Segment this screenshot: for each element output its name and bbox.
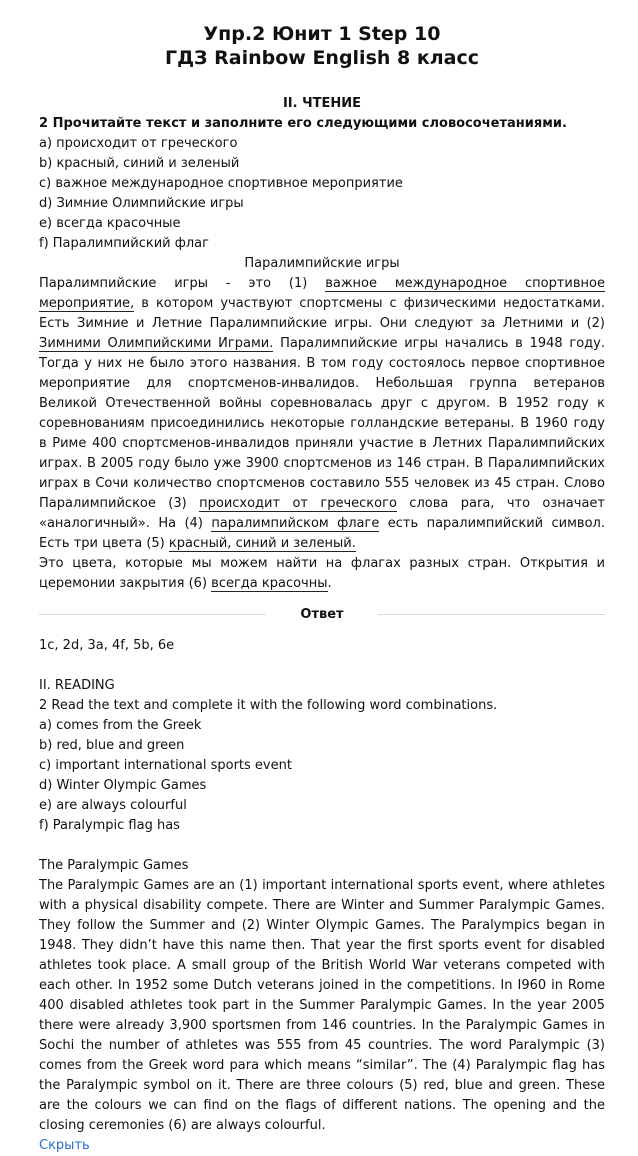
title-line-1: Упр.2 Юнит 1 Step 10	[203, 23, 441, 45]
ru-option: f) Паралимпийский флаг	[39, 236, 209, 251]
answer-divider	[39, 604, 605, 624]
page-title	[39, 0, 605, 70]
ru-answer-fill: Зимними Олимпийскими Играми.	[39, 336, 274, 351]
en-option: a) comes from the Greek	[39, 718, 202, 733]
ru-option: d) Зимние Олимпийские игры	[39, 196, 244, 211]
en-section-title: II. READING	[39, 678, 115, 693]
en-option: e) are always colourful	[39, 798, 187, 813]
en-option: d) Winter Olympic Games	[39, 778, 207, 793]
ru-text-part: Это цвета, которые мы можем найти на флагах разных стран. Открытия и церемонии закрытия (6)	[39, 556, 605, 591]
ru-answer-fill: важное международное спортивное мероприятие,	[39, 276, 605, 311]
ru-text-part: .	[327, 576, 332, 591]
en-option: c) important international sports event	[39, 758, 292, 773]
en-option: f) Paralympic flag has	[39, 818, 180, 833]
answer-keys: 1c, 2d, 3a, 4f, 5b, 6e	[39, 638, 175, 653]
ru-answer-fill: всегда красочны	[211, 576, 328, 591]
ru-text-part: слова para, что означает «аналогичный». На (4)	[39, 496, 605, 531]
ru-text-title: Паралимпийские игры	[244, 256, 400, 271]
ru-answer-fill: паралимпийском флаге	[211, 516, 380, 531]
title-line-2: ГДЗ Rainbow English 8 класс	[164, 47, 480, 69]
hide-link[interactable]: Скрыть	[39, 1138, 90, 1153]
en-paragraph: The Paralympic Games are an (1) important international sports event, where athletes with a physical disability compete. There are Winter and Summer Paralympic Games. They follow the Summer and (2) Winter Olympic Games. The Paralympics began in 1948. They didn’t have this name then. That year the first sports event for disabled athletes took place. A small group of the British World War veterans competed with each other. In 1952 some Dutch veterans joined in the competitions. In I960 in Rome 400 disabled athletes took part in the Summer Paralympic Games. In the year 2005 there were already 3,900 sportsmen from 146 countries. In the Paralympic Games in Sochi the number of athletes was 555 from 45 countries. The word Paralympic (3) comes from the Greek word para which means “similar”. The (4) Paralympic flag has the Paralympic symbol on it. There are three colours (5) red, blue and green. These are the colours we can find on the flags of different nations. The opening and the closing ceremonies (6) are always colourful.	[39, 878, 605, 1133]
ru-option: c) важное международное спортивное мероприятие	[39, 176, 403, 191]
en-options	[39, 716, 605, 836]
ru-section-title: II. ЧТЕНИЕ	[282, 96, 362, 111]
spacer	[39, 836, 605, 856]
en-task: 2 Read the text and complete it with the following word combinations.	[39, 698, 498, 713]
ru-text-part: Паралимпийские игры - это (1)	[39, 276, 326, 291]
ru-text-part: в котором участвуют спортсмены с физическими недостатками. Есть Зимние и Летние Паралимпийские игры. Они следуют за Летними и (2)	[39, 296, 605, 331]
en-text-title: The Paralympic Games	[39, 858, 189, 873]
ru-text-part: Паралимпийские игры начались в 1948 году. Тогда у них не было этого названия. В том году состоялось первое спортивное мероприятие для спортсменов-инвалидов. Небольшая группа ветеранов Великой Отечественной войны соревновалась друг с другом. В 1952 году к соревнованиям присоединились некоторые голландские ветераны. В 1960 году в Риме 400 спортсменов-инвалидов приняли участие в Летних Паралимпийских играх. В 2005 году было уже 3900 спортсменов из 146 стран. В Паралимпийских играх в Сочи количество спортсменов составило 555 человек из 45 стран. Слово Паралимпийское (3)	[39, 336, 605, 511]
ru-options	[39, 134, 605, 254]
divider-line	[39, 614, 266, 615]
divider-line	[378, 614, 605, 615]
ru-paragraph-1	[39, 274, 605, 554]
answer-label: Ответ	[300, 606, 344, 622]
ru-answer-fill: происходит от греческого	[199, 496, 397, 511]
ru-paragraph-2	[39, 554, 605, 594]
ru-task: 2 Прочитайте текст и заполните его следующими словосочетаниями.	[39, 116, 567, 131]
ru-answer-fill: красный, синий и зеленый.	[168, 536, 356, 551]
ru-option: e) всегда красочные	[39, 216, 181, 231]
en-option: b) red, blue and green	[39, 738, 185, 753]
ru-text-part: есть паралимпийский символ. Есть три цвета (5)	[39, 516, 605, 551]
ru-option: b) красный, синий и зеленый	[39, 156, 240, 171]
spacer	[39, 656, 605, 676]
ru-option: a) происходит от греческого	[39, 136, 238, 151]
